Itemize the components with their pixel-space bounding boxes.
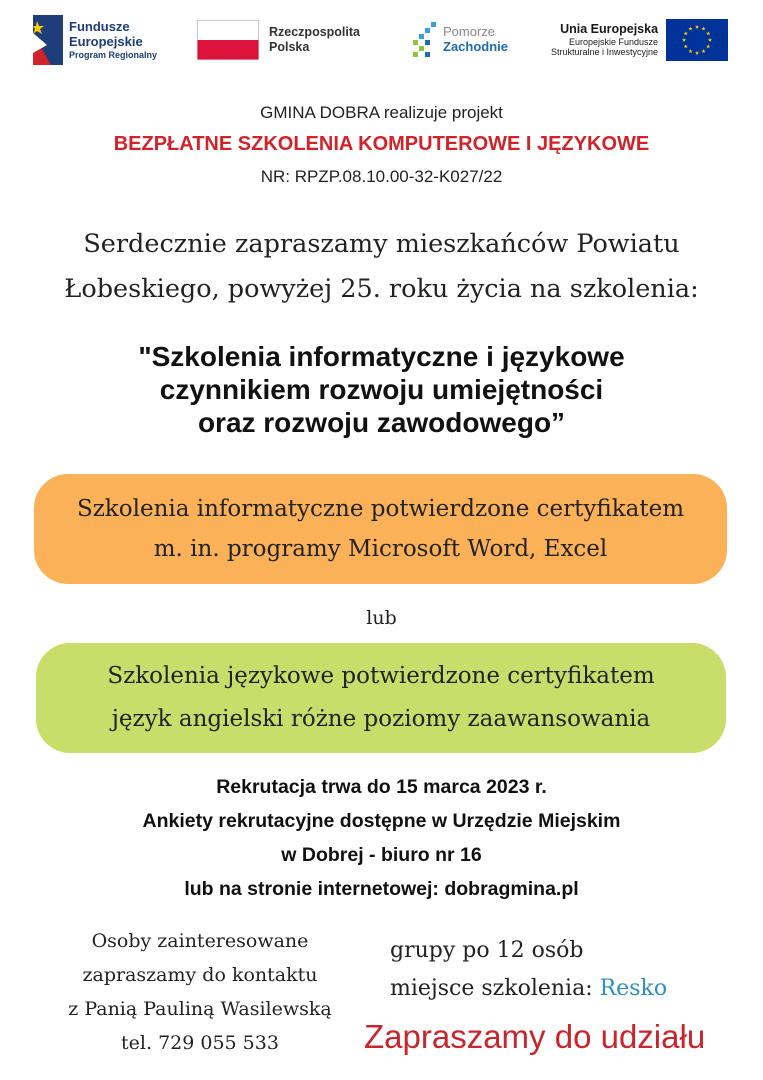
logo-text-line: Fundusze <box>69 18 130 34</box>
logo-unia-europejska <box>551 12 728 68</box>
contact-line: Osoby zainteresowane <box>91 930 309 952</box>
logo-pomorze-zachodnie <box>411 12 508 68</box>
it-training-line: m. in. programy Microsoft Word, Excel <box>153 536 608 562</box>
location-label: miejsce szkolenia: <box>390 976 600 1001</box>
logo-fundusze-europejskie <box>33 12 157 68</box>
polish-flag-icon <box>197 20 259 60</box>
logo-text-line: Europejskie <box>69 33 143 49</box>
contact-info <box>40 924 360 1060</box>
invitation-line: Serdecznie zapraszamy mieszkańców Powiatu <box>83 229 680 259</box>
recruitment-info <box>0 770 763 906</box>
logo-text-line: Europejskie Fundusze <box>568 36 659 47</box>
invitation-line: Łobeskiego, powyżej 25. roku życia na szkolenia: <box>64 274 699 304</box>
language-training-line: język angielski różne poziomy zaawansowania <box>111 706 651 732</box>
recruitment-line: Ankiety rekrutacyjne dostępne w Urzędzie Miejskim <box>142 810 621 832</box>
it-training-line: Szkolenia informatyczne potwierdzone certyfikatem <box>76 496 685 522</box>
training-details <box>390 932 667 1008</box>
project-headline: BEZPŁATNE SZKOLENIA KOMPUTEROWE I JĘZYKOWE <box>113 133 650 155</box>
closing-invitation: Zapraszamy do udziału <box>364 1018 706 1055</box>
location-city: Resko <box>599 976 668 1001</box>
contact-phone: tel. 729 055 533 <box>121 1032 279 1054</box>
group-size: grupy po 12 osób <box>390 938 584 963</box>
language-training-line: Szkolenia językowe potwierdzone certyfikatem <box>107 663 655 689</box>
pomorze-zachodnie-icon <box>411 20 437 60</box>
training-location <box>390 970 667 1008</box>
recruitment-line: Rekrutacja trwa do 15 marca 2023 r. <box>216 776 547 798</box>
contact-line: z Panią Pauliną Wasilewską <box>68 998 332 1020</box>
project-title-line: czynnikiem rozwoju umiejętności <box>159 374 604 405</box>
it-training-box <box>34 474 727 584</box>
logo-text-line: Strukturalne i Inwestycyjne <box>551 47 659 58</box>
recruitment-line: lub na stronie internetowej: dobragmina.pl <box>184 878 579 900</box>
organizer-line: GMINA DOBRA realizuje projekt <box>260 103 503 122</box>
recruitment-line: w Dobrej - biuro nr 16 <box>281 844 482 866</box>
logo-text-line: Zachodnie <box>443 39 509 54</box>
logo-rzeczpospolita-polska <box>197 12 360 68</box>
contact-line: zapraszamy do kontaktu <box>82 964 318 986</box>
invitation-text <box>0 222 763 312</box>
logo-text-line: Rzeczpospolita <box>269 25 360 39</box>
language-training-box <box>36 643 726 753</box>
project-title-line: oraz rozwoju zawodowego” <box>197 407 566 438</box>
logo-text-line: Pomorze <box>443 24 496 40</box>
or-separator: lub <box>366 607 397 629</box>
logo-text-line: Unia Europejska <box>560 22 659 37</box>
project-title-line: "Szkolenia informatyczne i językowe <box>138 341 625 372</box>
fundusze-europejskie-icon <box>33 15 63 65</box>
logo-text-line: Program Regionalny <box>69 49 158 60</box>
project-title <box>0 340 763 439</box>
project-number: NR: RPZP.08.10.00-32-K027/22 <box>260 167 503 186</box>
logo-text-line: Polska <box>269 40 310 54</box>
eu-flag-icon <box>666 19 728 61</box>
